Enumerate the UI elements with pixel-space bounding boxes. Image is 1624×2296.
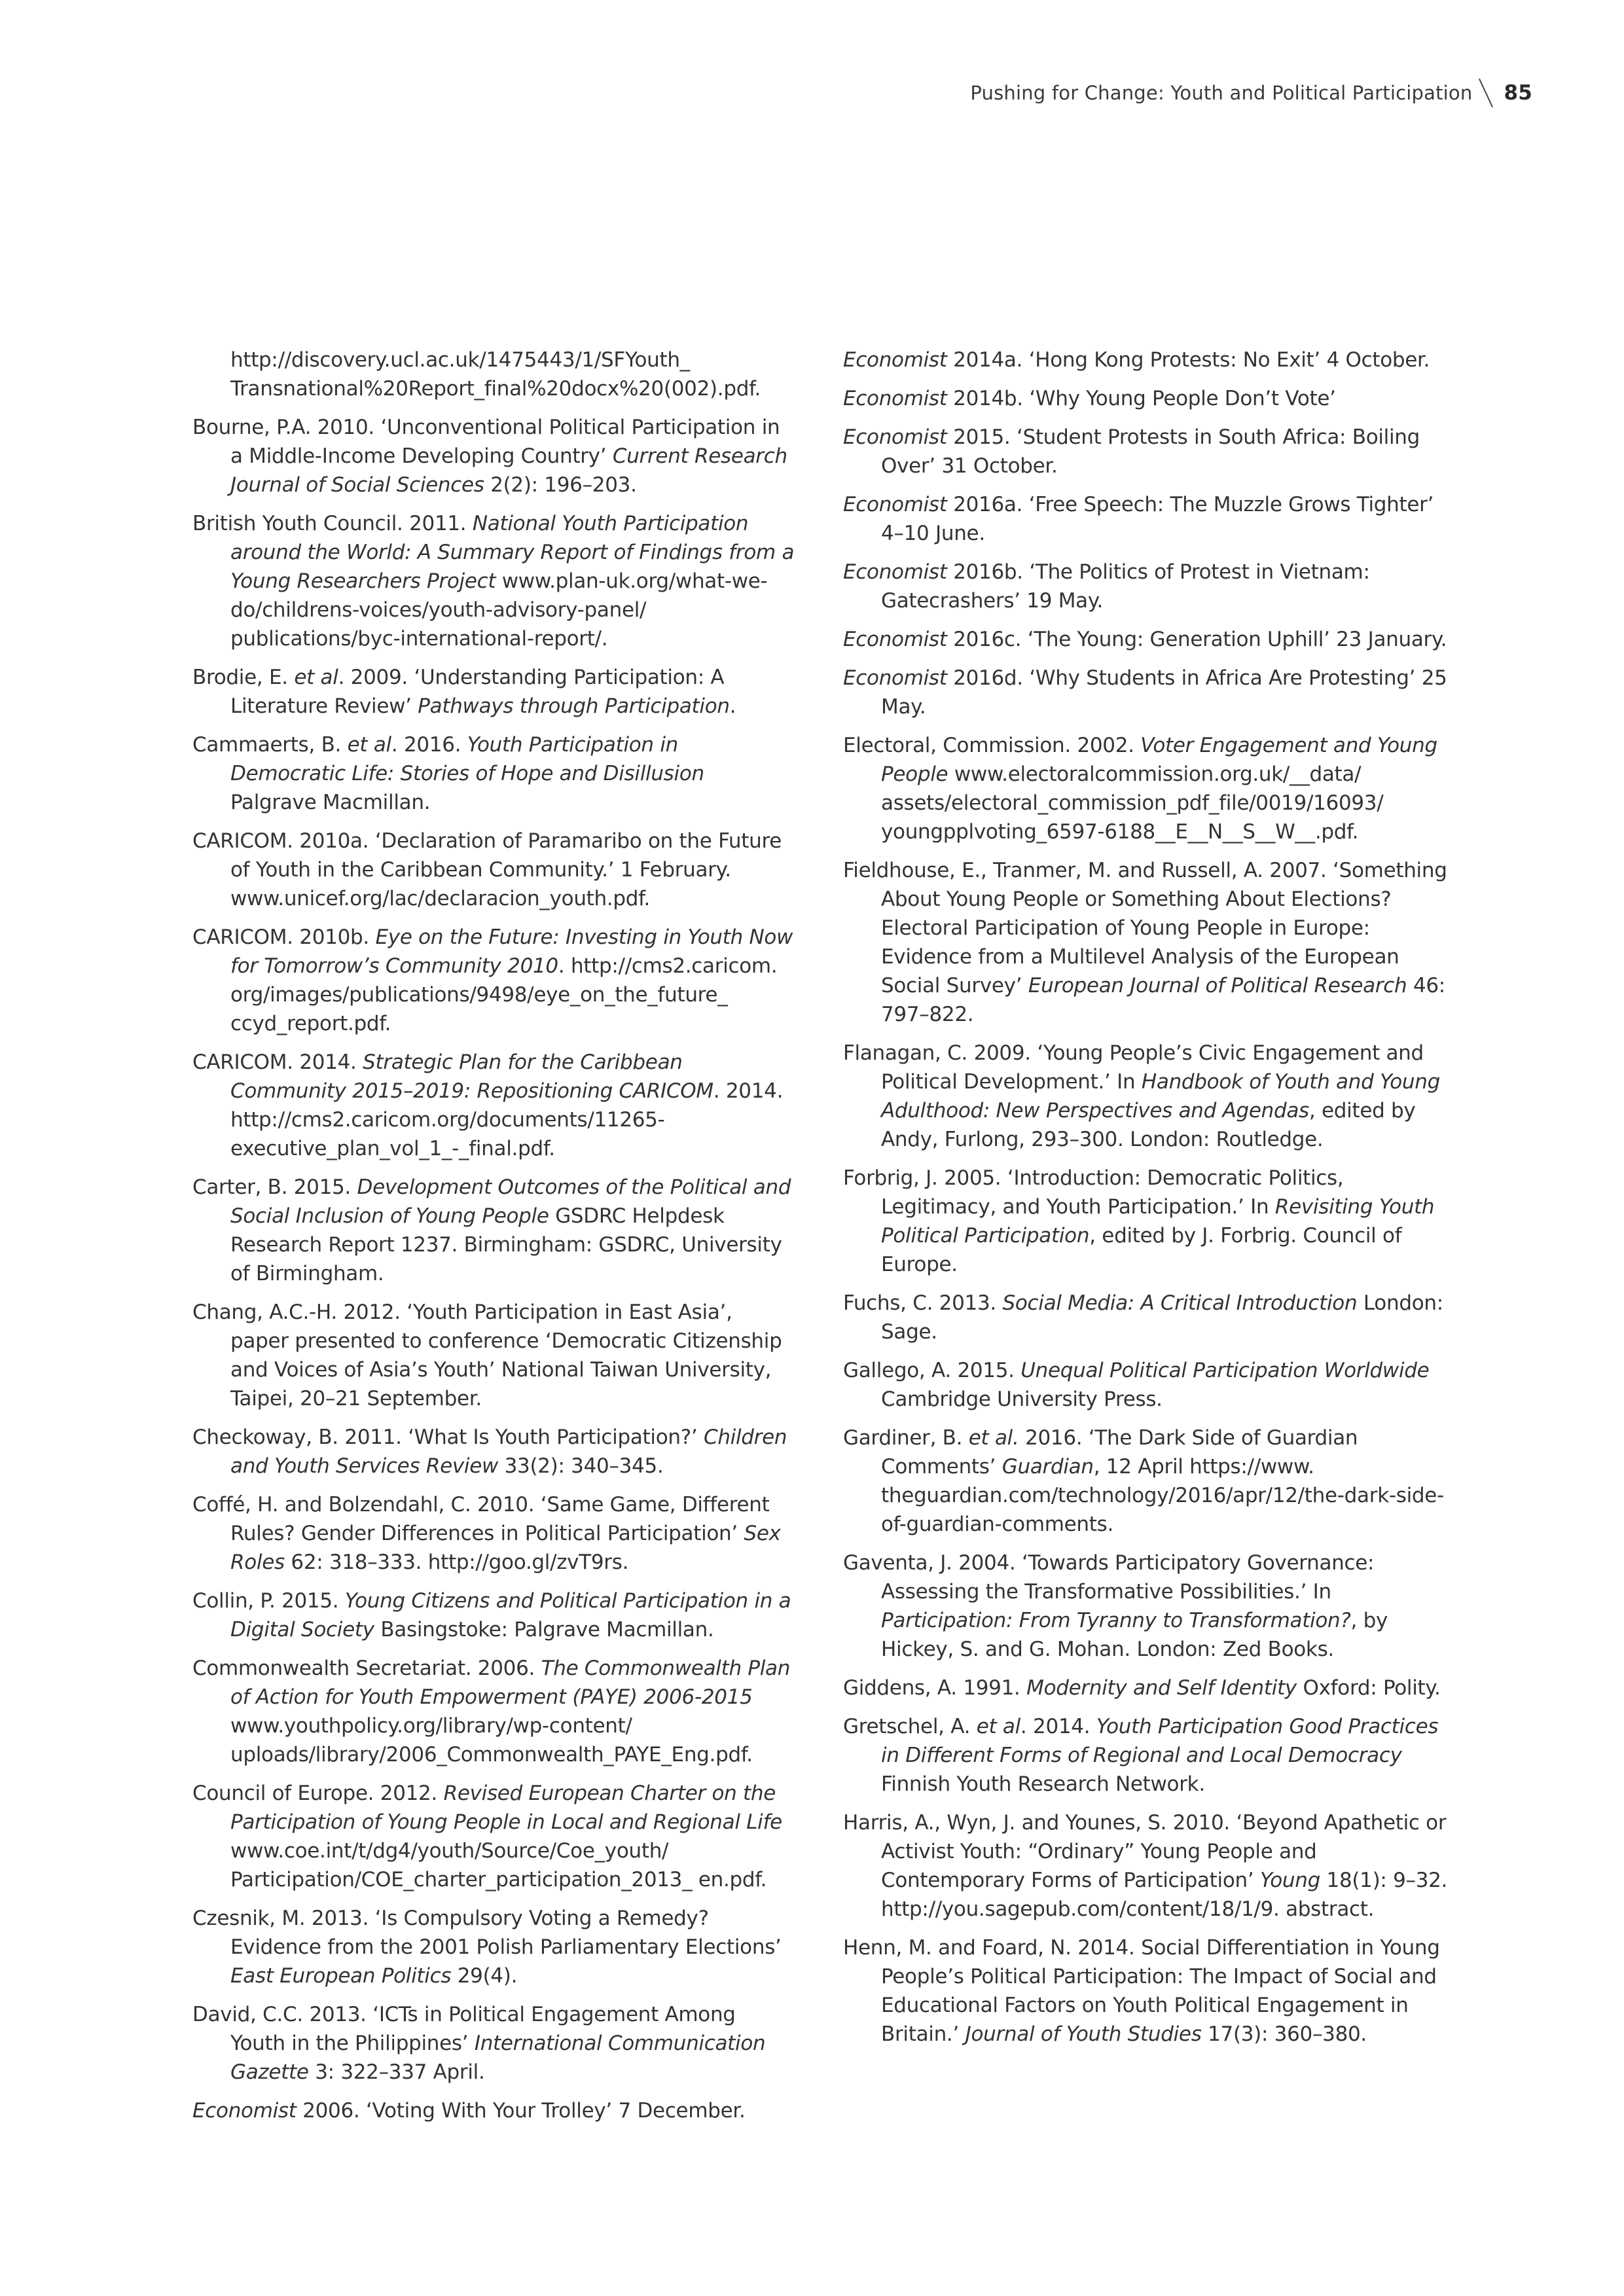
reference-italic-text: Economist	[192, 2099, 297, 2123]
reference-entry	[843, 1289, 1451, 1346]
reference-italic-text: Current Research Journal of Social Sciences	[230, 444, 787, 497]
reference-italic-text: Children and Youth Services Review	[230, 1426, 787, 1478]
reference-italic-text: Eye on the Future: Investing in Youth Now for Tomorrow’s Community 2010	[230, 925, 793, 978]
reference-entry	[843, 1549, 1451, 1664]
reference-text: 18(1): 9–32. http://you.sagepub.com/content/18/1/9. abstract.	[881, 1869, 1448, 1921]
reference-text: Giddens, A. 1991.	[843, 1676, 1027, 1700]
reference-italic-text: et al	[347, 733, 391, 757]
reference-italic-text: International Communication Gazette	[230, 2032, 766, 2084]
reference-text: . 2009. ‘Understanding Participation: A Literature Review’	[230, 666, 725, 718]
reference-entry	[843, 1808, 1451, 1924]
reference-italic-text: East European Politics	[230, 1964, 452, 1988]
reference-italic-text: Strategic Plan for the Caribbean Community 2015–2019: Repositioning CARICOM	[230, 1050, 713, 1103]
reference-entry	[192, 509, 795, 653]
reference-entry	[192, 1490, 795, 1577]
reference-text: Gardiner, B.	[843, 1426, 969, 1450]
reference-italic-text: Pathways through Participation	[418, 694, 730, 718]
reference-text: CARICOM. 2014.	[192, 1050, 363, 1074]
reference-text: Gallego, A. 2015.	[843, 1359, 1021, 1382]
reference-text: Fieldhouse, E., Tranmer, M. and Russell, A. 2007. ‘Something About Young People or Something About Elections? Electoral Participation of Young People in Europe: Evidence from a Multilevel Analysis of the European Social Survey’	[843, 859, 1447, 997]
reference-text: Checkoway, B. 2011. ‘What Is Youth Participation?’	[192, 1426, 704, 1449]
reference-italic-text: Economist	[843, 666, 947, 690]
reference-italic-text: The Commonwealth Plan of Action for Youth Empowerment (PAYE) 2006-2015	[230, 1657, 791, 1709]
reference-italic-text: Participation: From Tyranny to Transformation?	[881, 1609, 1351, 1632]
reference-text: Czesnik, M. 2013. ‘Is Compulsory Voting a Remedy? Evidence from the 2001 Polish Parliamentary Elections’	[192, 1907, 782, 1959]
reference-text: , 12 April https://www. theguardian.com/technology/2016/apr/12/the-dark-side-of-guardian-comments.	[881, 1455, 1444, 1536]
reference-italic-text: Social Media: A Critical Introduction	[1002, 1291, 1358, 1315]
reference-entry	[192, 730, 795, 817]
reference-italic-text: Youth Participation Good Practices in Different Forms of Regional and Local Democracy	[881, 1715, 1439, 1767]
reference-text: Palgrave Macmillan.	[230, 791, 431, 814]
reference-entry	[192, 1779, 795, 1894]
reference-text: 2016. ‘The Dark Side of Guardian Comments’	[881, 1426, 1358, 1479]
reference-italic-text: Young	[1259, 1869, 1320, 1892]
reference-italic-text: et al	[976, 1715, 1020, 1738]
reference-text: http://discovery.ucl.ac.uk/1475443/1/SFYouth_ Transnational%20Report_final%20docx%20(002).pdf.	[230, 348, 761, 401]
references-left-column	[192, 346, 795, 2135]
reference-text: 33(2): 340–345.	[498, 1454, 664, 1478]
reference-text: Gretschel, A.	[843, 1715, 977, 1738]
reference-italic-text: Development Outcomes of the Political and Social Inclusion of Young People	[230, 1175, 791, 1228]
reference-entry	[843, 1164, 1451, 1279]
reference-text: Fuchs, C. 2013.	[843, 1291, 1003, 1315]
reference-entry	[192, 2000, 795, 2087]
reference-text: 62: 318–333. http://goo.gl/zvT9rs.	[284, 1551, 629, 1574]
reference-entry	[192, 1654, 795, 1769]
reference-entry	[843, 490, 1451, 548]
reference-text: Cammaerts, B.	[192, 733, 348, 757]
reference-text: 2016d. ‘Why Students in Africa Are Protesting’ 25 May.	[881, 666, 1447, 719]
reference-entry	[843, 346, 1451, 374]
reference-text: London: Sage.	[881, 1291, 1443, 1344]
reference-entry	[843, 1933, 1451, 2049]
reference-italic-text: Guardian	[1001, 1455, 1094, 1479]
reference-italic-text: Economist	[843, 493, 947, 516]
reference-text: 17(3): 360–380.	[1201, 2022, 1367, 2046]
reference-text: GSDRC Helpdesk Research Report 1237. Birmingham: GSDRC, University of Birmingham.	[230, 1204, 782, 1285]
reference-text: 2016a. ‘Free Speech: The Muzzle Grows Tighter’ 4–10 June.	[881, 493, 1434, 545]
reference-entry	[192, 1173, 795, 1288]
reference-entry	[192, 1423, 795, 1480]
reference-entry	[192, 413, 795, 499]
reference-text: Finnish Youth Research Network.	[881, 1772, 1205, 1796]
reference-text: www.coe.int/t/dg4/youth/Source/Coe_youth/ Participation/COE_charter_participation_2013_ en.pdf.	[230, 1839, 767, 1892]
references-right-column	[843, 346, 1451, 2058]
reference-text: Forbrig, J. 2005. ‘Introduction: Democratic Politics, Legitimacy, and Youth Participation.’ In	[843, 1166, 1344, 1219]
reference-text: Brodie, E.	[192, 666, 295, 689]
reference-entry	[843, 731, 1451, 846]
reference-text: .	[729, 694, 736, 718]
reference-entry	[192, 2096, 795, 2125]
reference-text: Basingstoke: Palgrave Macmillan.	[374, 1618, 714, 1641]
reference-entry	[192, 1587, 795, 1644]
reference-text: www.youthpolicy.org/library/wp-content/ uploads/library/2006_Commonwealth_PAYE_Eng.pdf.	[230, 1714, 753, 1767]
reference-italic-text: European Journal of Political Research	[1028, 974, 1407, 997]
reference-text: Henn, M. and Foard, N. 2014. Social Differentiation in Young People’s Political Participation: The Impact of Social and Educational Factors on Youth Political Engagement in Britain.’	[843, 1936, 1440, 2046]
reference-italic-text: Economist	[843, 628, 947, 651]
reference-italic-text: et al	[294, 666, 338, 689]
running-header	[970, 77, 1532, 109]
reference-italic-text: Sex Roles	[230, 1522, 781, 1574]
reference-entry	[843, 1039, 1451, 1154]
running-title: Pushing for Change: Youth and Political Participation	[970, 82, 1473, 104]
reference-italic-text: Handbook of Youth and Young Adulthood: New Perspectives and Agendas	[881, 1070, 1440, 1122]
reference-text: . 2014.	[1020, 1715, 1096, 1738]
reference-italic-text: et al.	[968, 1426, 1019, 1450]
reference-text: Council of Europe. 2012.	[192, 1782, 444, 1805]
reference-italic-text: Unequal Political Participation Worldwide	[1020, 1359, 1430, 1382]
reference-text: British Youth Council. 2011.	[192, 512, 473, 535]
reference-text: . 2016.	[391, 733, 467, 757]
reference-text: 29(4).	[451, 1964, 518, 1988]
reference-text: . http://cms2.caricom. org/images/publications/9498/eye_on_the_future_ ccyd_report.pdf.	[230, 954, 778, 1035]
reference-text: Coffé, H. and Bolzendahl, C. 2010. ‘Same Game, Different Rules? Gender Differences in Political Participation’	[192, 1493, 770, 1545]
reference-entry	[843, 384, 1451, 413]
reference-italic-text: Voter Engagement and Young People	[881, 734, 1437, 786]
reference-entry	[843, 423, 1451, 480]
reference-text: CARICOM. 2010b.	[192, 925, 376, 949]
reference-text: Carter, B. 2015.	[192, 1175, 357, 1199]
reference-entry	[843, 1674, 1451, 1702]
reference-entry	[843, 1712, 1451, 1799]
reference-italic-text: Economist	[843, 387, 947, 410]
header-separator	[1479, 79, 1493, 107]
reference-text: Flanagan, C. 2009. ‘Young People’s Civic Engagement and Political Development.’ In	[843, 1041, 1424, 1094]
reference-entry	[843, 625, 1451, 654]
reference-entry	[843, 1356, 1451, 1414]
reference-text: 2006. ‘Voting With Your Trolley’ 7 December.	[296, 2099, 746, 2123]
reference-text: Oxford: Polity.	[1296, 1676, 1441, 1700]
reference-italic-text: Revisiting Youth Political Participation	[881, 1195, 1435, 1247]
reference-text: CARICOM. 2010a. ‘Declaration of Paramaribo on the Future of Youth in the Caribbean Community.’ 1 February. www.unicef.org/lac/declaracion_youth.pdf.	[192, 829, 782, 910]
reference-italic-text: Economist	[843, 348, 947, 372]
page-number: 85	[1504, 81, 1532, 105]
reference-text: Bourne, P.A. 2010. ‘Unconventional Political Participation in a Middle-Income Developing Country’	[192, 416, 780, 468]
reference-italic-text: Journal of Youth Studies	[965, 2022, 1202, 2046]
reference-text: 3: 322–337 April.	[308, 2060, 485, 2084]
reference-text: , by Hickey, S. and G. Mohan. London: Zed Books.	[881, 1609, 1388, 1661]
reference-text: www.electoralcommission.org.uk/__data/ assets/electoral_commission_pdf_file/0019/16093/ youngpplvoting_6597-6188__E__N__S__W__.pdf.	[881, 762, 1384, 844]
reference-text: Electoral, Commission. 2002.	[843, 734, 1141, 757]
reference-italic-text: Revised European Charter on the Participation of Young People in Local and Regional Life	[230, 1782, 782, 1834]
reference-italic-text: Youth Participation in Democratic Life: Stories of Hope and Disillusion	[230, 733, 704, 785]
reference-entry	[192, 923, 795, 1038]
reference-entry	[192, 827, 795, 913]
reference-entry	[192, 1048, 795, 1163]
reference-text: Chang, A.C.-H. 2012. ‘Youth Participation in East Asia’, paper presented to conference ‘Democratic Citizenship and Voices of Asia’s Youth’ National Taiwan University, Taipei, 20–21 September.	[192, 1300, 782, 1410]
reference-italic-text: National Youth Participation around the World: A Summary Report of Findings from a Young Researchers Project	[230, 512, 795, 593]
reference-text: 2016b. ‘The Politics of Protest in Vietnam: Gatecrashers’ 19 May.	[881, 560, 1370, 613]
reference-entry	[843, 558, 1451, 615]
reference-text: 2016c. ‘The Young: Generation Uphill’ 23 January.	[947, 628, 1447, 651]
reference-entry	[843, 664, 1451, 721]
reference-text: David, C.C. 2013. ‘ICTs in Political Engagement Among Youth in the Philippines’	[192, 2003, 736, 2055]
reference-text: Cambridge University Press.	[881, 1388, 1163, 1411]
reference-entry	[843, 1424, 1451, 1539]
reference-italic-text: Economist	[843, 560, 947, 584]
reference-text: , edited by Andy, Furlong, 293–300. London: Routledge.	[881, 1099, 1416, 1151]
reference-text: 2014a. ‘Hong Kong Protests: No Exit’ 4 October.	[947, 348, 1430, 372]
reference-text: 2(2): 196–203.	[484, 473, 637, 497]
reference-entry	[843, 856, 1451, 1029]
reference-text: 2014b. ‘Why Young People Don’t Vote’	[947, 387, 1336, 410]
reference-text: 2015. ‘Student Protests in South Africa: Boiling Over’ 31 October.	[881, 425, 1420, 478]
reference-text: Collin, P. 2015.	[192, 1589, 345, 1613]
reference-text: Harris, A., Wyn, J. and Younes, S. 2010. ‘Beyond Apathetic or Activist Youth: “Ordinary” Young People and Contemporary Forms of Participation’	[843, 1811, 1447, 1892]
reference-entry	[192, 1904, 795, 1990]
reference-text: Gaventa, J. 2004. ‘Towards Participatory Governance: Assessing the Transformative Possibilities.’ In	[843, 1551, 1375, 1604]
reference-italic-text: Young Citizens and Political Participation in a Digital Society	[230, 1589, 791, 1641]
reference-text: Commonwealth Secretariat. 2006.	[192, 1657, 541, 1680]
reference-entry	[192, 663, 795, 721]
reference-text: www.plan-uk.org/what-we-do/childrens-voices/youth-advisory-panel/ publications/byc-international-report/.	[230, 569, 768, 651]
reference-text: . 2014. http://cms2.caricom.org/documents/11265-executive_plan_vol_1_-_final.pdf.	[230, 1079, 784, 1160]
reference-text: 46: 797–822.	[881, 974, 1445, 1026]
reference-text: , edited by J. Forbrig. Council of Europe.	[881, 1224, 1402, 1276]
reference-italic-text: Economist	[843, 425, 947, 449]
reference-entry	[192, 1298, 795, 1413]
reference-italic-text: Modernity and Self Identity	[1026, 1676, 1297, 1700]
reference-continuation	[192, 346, 795, 403]
